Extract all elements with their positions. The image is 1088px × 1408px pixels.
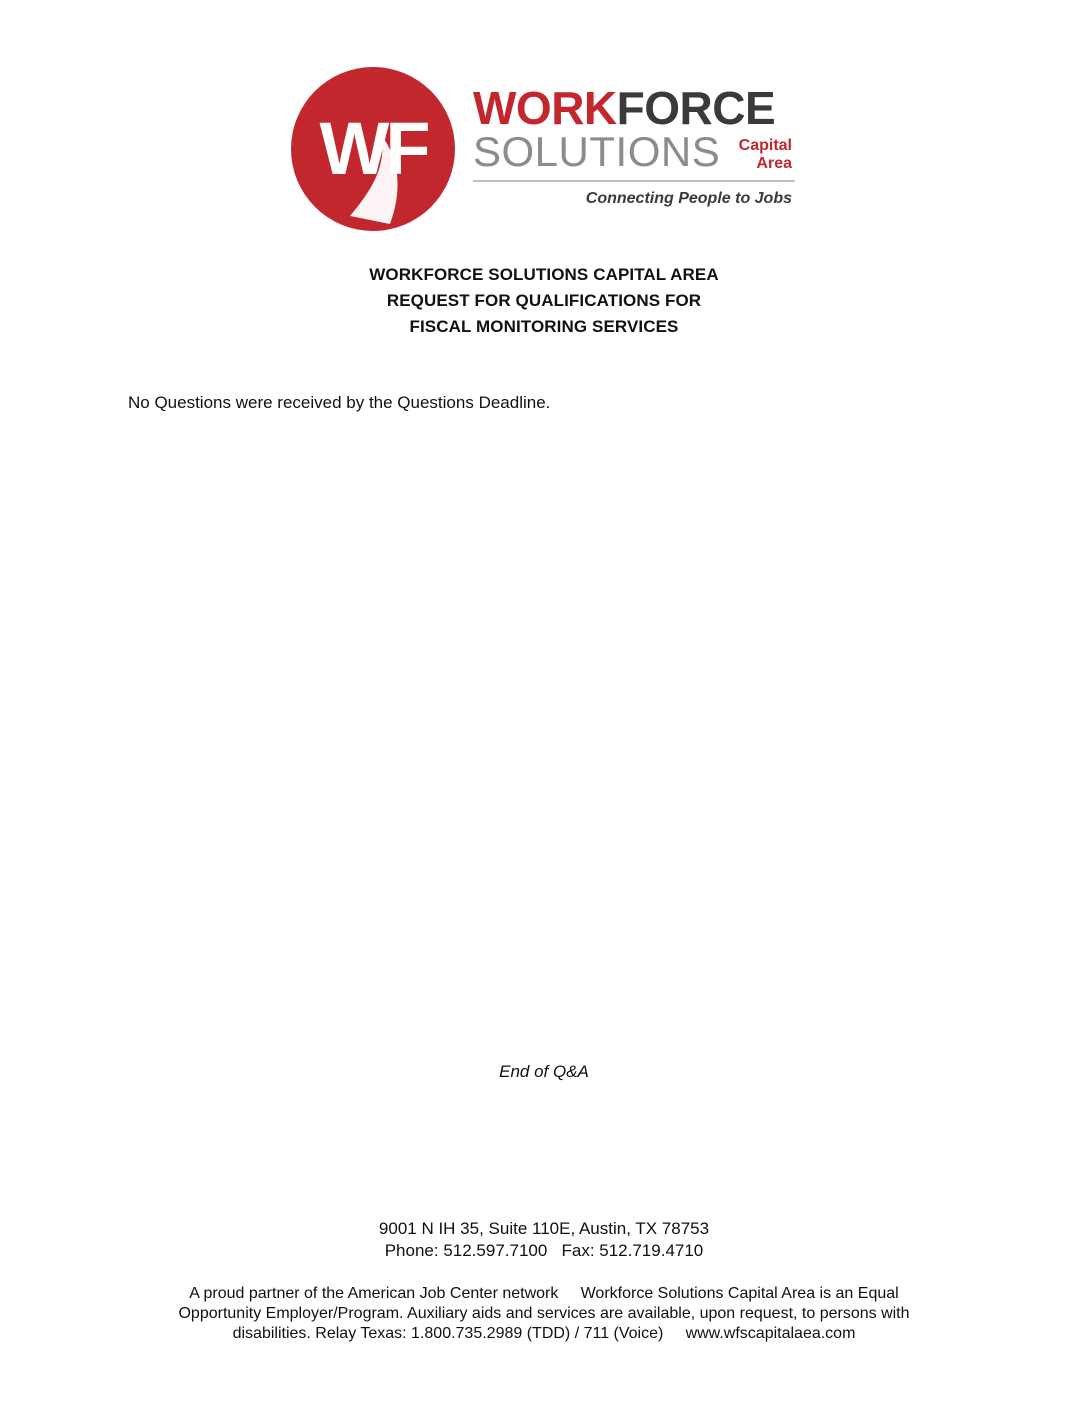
document-title <box>0 262 1088 340</box>
title-line-3: FISCAL MONITORING SERVICES <box>409 317 679 336</box>
logo-word-workforce <box>473 82 775 134</box>
footer-address-block <box>0 1218 1088 1262</box>
disclaimer-line-1: A proud partner of the American Job Center network Workforce Solutions Capital Area is an Equal <box>189 1285 899 1302</box>
footer-disclaimer <box>120 1284 968 1344</box>
logo-word-solutions: SOLUTIONS <box>473 128 721 175</box>
disclaimer-line-2: Opportunity Employer/Program. Auxiliary aids and services are available, upon request, to persons with <box>178 1305 910 1322</box>
end-of-qa-note: End of Q&A <box>499 1062 589 1081</box>
workforce-solutions-logo <box>290 66 810 232</box>
logo-area: Area <box>756 155 792 172</box>
title-line-2: REQUEST FOR QUALIFICATIONS FOR <box>386 291 702 310</box>
logo-force-part: FORCE <box>616 82 776 134</box>
logo-capital: Capital <box>738 137 792 154</box>
footer-phone-fax: Phone: 512.597.7100 Fax: 512.719.4710 <box>384 1241 704 1260</box>
disclaimer-line-3: disabilities. Relay Texas: 1.800.735.2989 (TDD) / 711 (Voice) www.wfscapitalaea.com <box>232 1325 856 1342</box>
title-line-1: WORKFORCE SOLUTIONS CAPITAL AREA <box>369 265 719 284</box>
logo-work-part: WORK <box>473 82 617 134</box>
footer-address: 9001 N IH 35, Suite 110E, Austin, TX 78753 <box>378 1219 710 1238</box>
body-statement: No Questions were received by the Questions Deadline. <box>128 393 551 412</box>
logo-monogram: WF <box>319 107 427 190</box>
logo-tagline: Connecting People to Jobs <box>585 190 792 207</box>
